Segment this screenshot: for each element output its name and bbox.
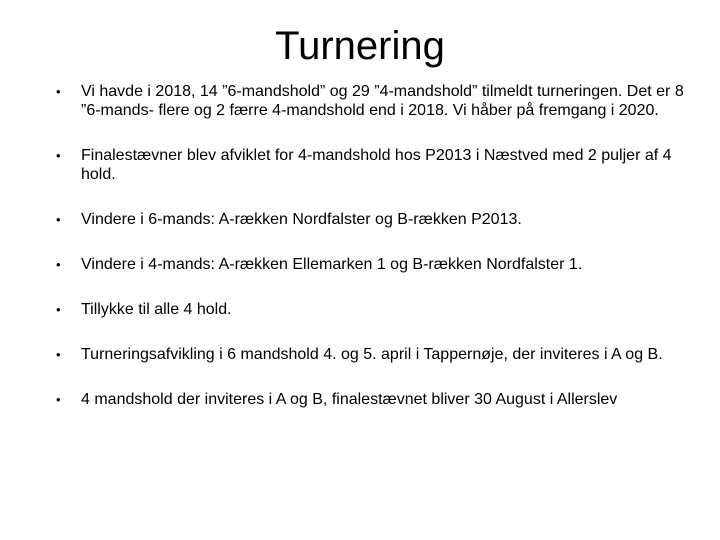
bullet-item — [52, 146, 692, 184]
bullet-icon: • — [56, 392, 61, 407]
slide-title: Turnering — [275, 24, 445, 68]
bullet-text: 4 mandshold der inviteres i A og B, finalestævnet bliver 30 August i Allerslev — [81, 391, 618, 408]
bullet-item — [52, 255, 692, 274]
bullet-icon: • — [56, 347, 61, 362]
bullet-item — [52, 345, 692, 364]
bullet-text: Vi havde i 2018, 14 ”6-mandshold” og 29 ”4-mandshold” tilmeldt turneringen. Det er 8 ”6-mands- flere og 2 færre 4-mandshold end i 2018. Vi håber på fremgang i 2020. — [81, 83, 684, 119]
bullet-item — [52, 82, 692, 120]
bullet-text: Vindere i 4-mands: A-rækken Ellemarken 1 og B-rækken Nordfalster 1. — [81, 256, 583, 273]
bullet-item — [52, 210, 692, 229]
bullet-icon: • — [56, 302, 61, 317]
bullet-icon: • — [56, 212, 61, 227]
bullet-icon: • — [56, 148, 61, 163]
bullet-list — [52, 82, 692, 435]
bullet-text: Tillykke til alle 4 hold. — [81, 301, 232, 318]
bullet-item — [52, 300, 692, 319]
bullet-text: Vindere i 6-mands: A-rækken Nordfalster og B-rækken P2013. — [81, 211, 522, 228]
bullet-icon: • — [56, 84, 61, 99]
bullet-text: Finalestævner blev afviklet for 4-mandshold hos P2013 i Næstved med 2 puljer af 4 hold. — [81, 147, 672, 183]
bullet-item — [52, 390, 692, 409]
bullet-icon: • — [56, 257, 61, 272]
bullet-text: Turneringsafvikling i 6 mandshold 4. og 5. april i Tappernøje, der inviteres i A og B. — [81, 346, 663, 363]
